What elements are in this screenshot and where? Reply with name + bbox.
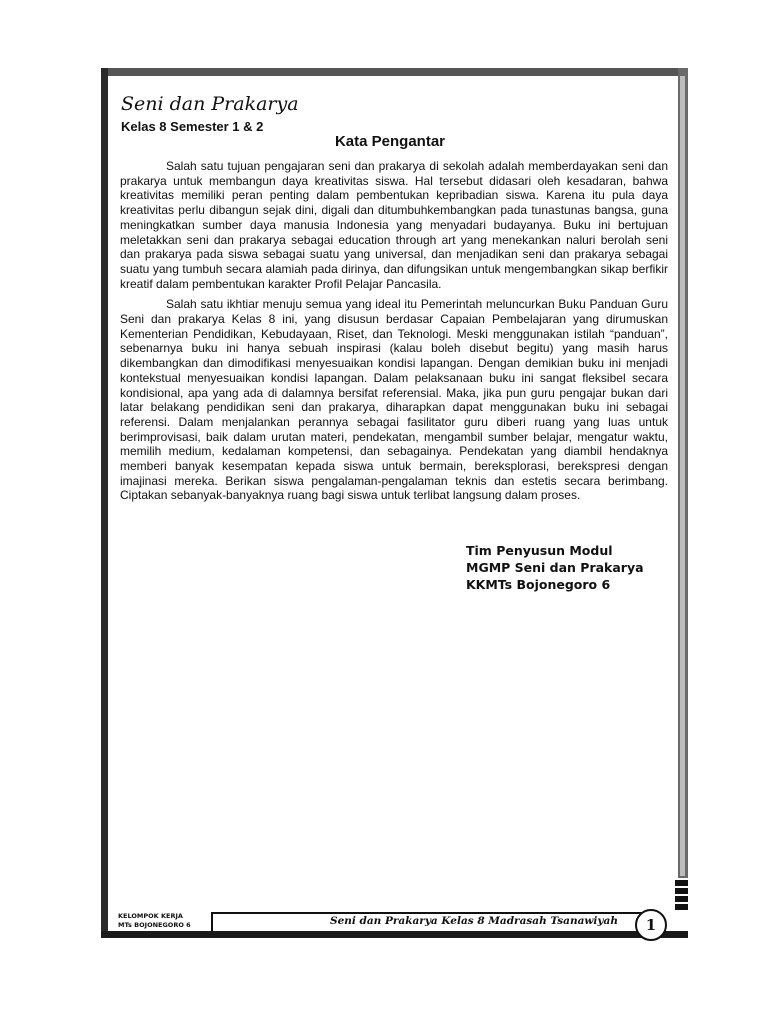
decorative-squares — [675, 880, 689, 912]
frame-right-highlight — [680, 76, 685, 876]
signature-line: Tim Penyusun Modul — [466, 543, 613, 558]
footer-org-line: MTs BOJONEGORO 6 — [118, 921, 191, 929]
square-block — [675, 904, 688, 910]
page-number — [635, 909, 667, 941]
paragraph: Salah satu ikhtiar menuju semua yang ideal itu Pemerintah meluncurkan Buku Panduan Guru Seni dan prakarya Kelas 8 ini, yang disusun berdasar Capaian Pembelajaran yang dirumuskan Kementerian Pendidikan, Kebudayaan, Riset, dan Teknologi. Meski menggunakan istilah “panduan”, sebenarnya buku ini hanya sebuah inspirasi (kalau boleh disebut begitu) yang masih harus dikembangkan dan dimodifikasi menyesuaikan kondisi lapangan. Dengan demikian buku ini menjadi kontekstual menyesuaikan kondisi lapangan. Dalam pelaksanaan buku ini sangat fleksibel secara kondisional, apa yang ada di dalamnya bersifat referensial. Maka, jika pun guru pengajar bukan dari latar belakang pendidikan seni dan prakarya, diharapkan dapat menggunakan buku ini sebagai referensi. Dalam menjalankan perannya sebagai fasilitator guru diberi ruang yang luas untuk berimprovisasi, baik dalam urutan materi, pendekatan, mengambil sumber belajar, mengatur waktu, memilih medium, kedalaman kompetensi, dan sebagainya. Pendekatan yang diambil hendaknya memberi banyak kesempatan kepada siswa untuk bermain, bereksplorasi, berekspresi dengan imajinasi mereka. Berikan siswa pengalaman-pengalaman teknis dan estetis secara berimbang. Ciptakan sebanyak-banyaknya ruang bagi siswa untuk terlibat langsung dalam proses. — [120, 297, 668, 503]
frame-left-border — [101, 68, 108, 938]
signature-line: MGMP Seni dan Prakarya — [466, 560, 644, 575]
body-text — [120, 159, 668, 509]
square-block — [675, 888, 688, 894]
subject-title: Seni dan Prakarya — [121, 93, 299, 115]
frame-bottom-border — [101, 931, 688, 938]
signature-line: KKMTs Bojonegoro 6 — [466, 577, 611, 592]
paragraph: Salah satu tujuan pengajaran seni dan prakarya di sekolah adalah memberdayakan seni dan prakarya untuk membangun daya kreativitas siswa. Hal tersebut didasari oleh kesadaran, bahwa kreativitas memiliki peran penting dalam pembentukan kepribadian siswa. Karena itu pula daya kreativitas perlu dibangun sejak dini, digali dan ditumbuhkembangkan pada tunastunas bangsa, guna meningkatkan sumber daya manusia Indonesia yang menyadari budayanya. Buku ini bertujuan meletakkan seni dan prakarya sebagai education through art yang menekankan naluri berolah seni dan prakarya pada siswa sebagai suatu yang universal, dan menjadikan seni dan prakarya sebagai suatu yang tumbuh secara alamiah pada dirinya, dan difungsikan untuk mengembangkan sikap berfikir kreatif dalam pembentukan karakter Profil Pelajar Pancasila. — [120, 159, 668, 291]
signature-block — [466, 542, 644, 593]
footer-organization — [118, 912, 191, 930]
frame-top-border — [101, 68, 688, 76]
square-block — [675, 896, 688, 902]
page-title: Kata Pengantar — [334, 133, 446, 150]
footer-book-title: Seni dan Prakarya Kelas 8 Madrasah Tsanawiyah — [330, 915, 618, 927]
page-number-text: 1 — [645, 916, 657, 934]
class-line: Kelas 8 Semester 1 & 2 — [121, 119, 264, 134]
footer-org-line: KELOMPOK KERJA — [118, 912, 183, 920]
square-block — [675, 880, 688, 886]
